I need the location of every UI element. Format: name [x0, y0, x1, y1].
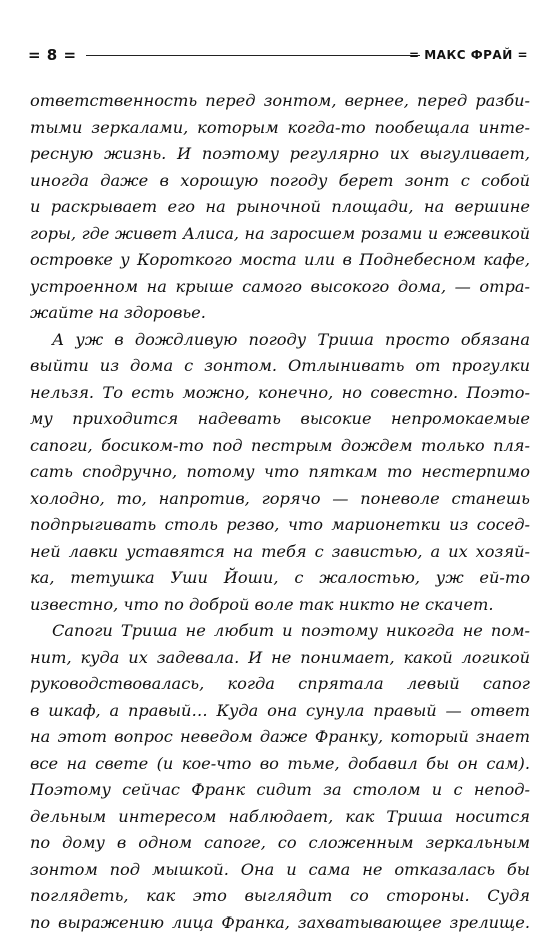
- text-line: жайте на здоровье.: [30, 300, 530, 327]
- text-line: подпрыгивать столь резво, что марионетки из сосед-: [30, 512, 530, 539]
- text-line: в шкаф, а правый… Куда она сунула правый — ответ: [30, 698, 530, 725]
- text-line: островке у Короткого моста или в Поднебесном кафе,: [30, 247, 530, 274]
- text-line: ресную жизнь. И поэтому регулярно их выгуливает,: [30, 141, 530, 168]
- text-line: тыми зеркалами, которым когда-то пообещала инте-: [30, 115, 530, 142]
- text-line: ка, тетушка Уши Йоши, с жалостью, уж ей-то: [30, 565, 530, 592]
- text-line: на этот вопрос неведом даже Франку, который знает: [30, 724, 530, 751]
- text-line: сать сподручно, потому что пяткам то нестерпимо: [30, 459, 530, 486]
- paragraph: [30, 327, 530, 619]
- text-line: все на свете (и кое-что во тьме, добавил бы он сам).: [30, 751, 530, 778]
- text-line: сапоги, босиком-то под пестрым дождем только пля-: [30, 433, 530, 460]
- text-line: А уж в дождливую погоду Триша просто обязана: [30, 327, 530, 354]
- text-line: по выражению лица Франка, захватывающее зрелище.: [30, 910, 530, 936]
- text-line: горы, где живет Алиса, на заросшем розами и ежевикой: [30, 221, 530, 248]
- paragraph: [30, 88, 530, 327]
- body-text: [30, 88, 530, 936]
- text-line: Сапоги Триша не любит и поэтому никогда не пом-: [30, 618, 530, 645]
- text-line: и раскрывает его на рыночной площади, на вершине: [30, 194, 530, 221]
- text-line: ней лавки уставятся на тебя с завистью, а их хозяй-: [30, 539, 530, 566]
- text-line: холодно, то, напротив, горячо — поневоле станешь: [30, 486, 530, 513]
- text-line: по дому в одном сапоге, со сложенным зеркальным: [30, 830, 530, 857]
- text-line: Поэтому сейчас Франк сидит за столом и с непод-: [30, 777, 530, 804]
- running-header: [28, 44, 528, 68]
- paragraph: [30, 618, 530, 936]
- text-line: выйти из дома с зонтом. Отлынивать от прогулки: [30, 353, 530, 380]
- text-line: му приходится надевать высокие непромокаемые: [30, 406, 530, 433]
- text-line: устроенном на крыше самого высокого дома, — отра-: [30, 274, 530, 301]
- text-line: зонтом под мышкой. Она и сама не отказалась бы: [30, 857, 530, 884]
- header-rule: [86, 55, 420, 56]
- text-line: известно, что по доброй воле так никто не скачет.: [30, 592, 530, 619]
- text-line: нельзя. То есть можно, конечно, но совестно. Поэто-: [30, 380, 530, 407]
- text-line: иногда даже в хорошую погоду берет зонт с собой: [30, 168, 530, 195]
- text-line: ответственность перед зонтом, вернее, перед разби-: [30, 88, 530, 115]
- text-line: нит, куда их задевала. И не понимает, какой логикой: [30, 645, 530, 672]
- text-line: руководствовалась, когда спрятала левый сапог: [30, 671, 530, 698]
- text-line: дельным интересом наблюдает, как Триша носится: [30, 804, 530, 831]
- text-line: поглядеть, как это выглядит со стороны. Судя: [30, 883, 530, 910]
- page-number: = 8 =: [28, 44, 77, 66]
- running-head-author: = МАКС ФРАЙ =: [409, 44, 528, 66]
